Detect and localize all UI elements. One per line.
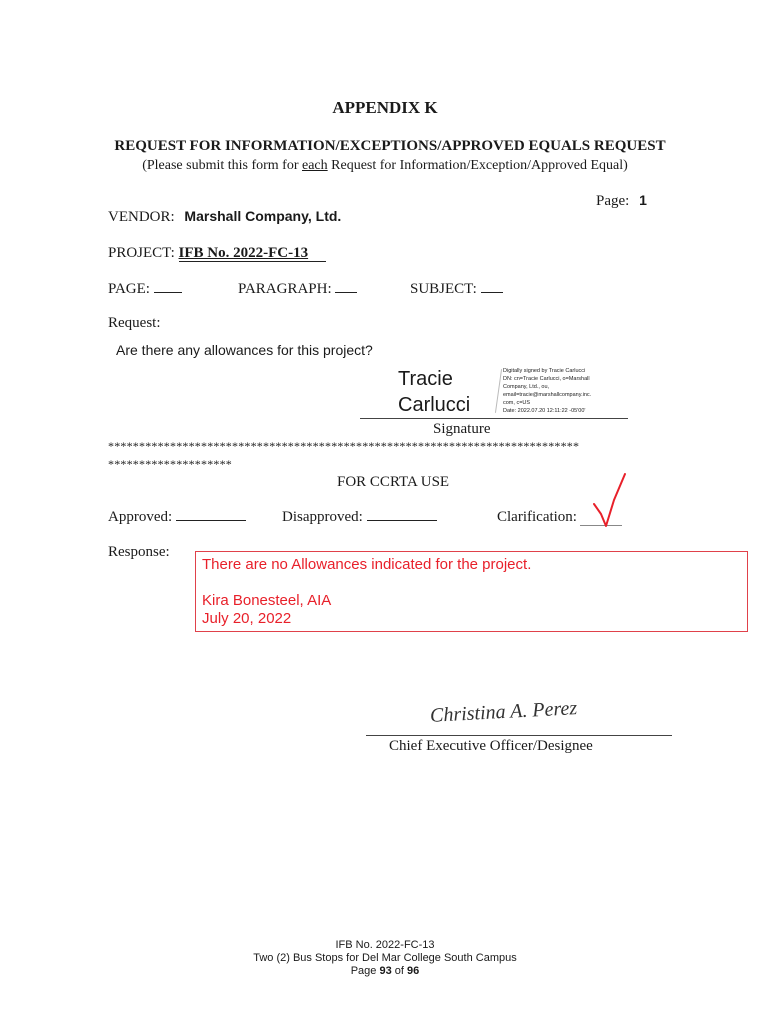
disapproved-field: [282, 509, 437, 526]
footer-page: [0, 965, 770, 977]
footer-page-num: 93: [379, 965, 392, 977]
footer-page-mid: of: [391, 965, 408, 977]
response-date: July 20, 2022: [202, 610, 292, 627]
approved-field: [108, 509, 246, 526]
signer-first-name: Tracie: [398, 368, 453, 390]
footer-page-prefix: Page: [350, 965, 380, 977]
clarification-label: Clarification:: [497, 509, 577, 525]
digital-line: DN: cn=Tracie Carlucci, o=Marshall: [503, 376, 590, 382]
instruction-emphasis: each: [302, 158, 328, 173]
approval-title: Chief Executive Officer/Designee: [389, 738, 593, 754]
digital-line: Company, Ltd., ou,: [503, 384, 550, 390]
form-subtitle: REQUEST FOR INFORMATION/EXCEPTIONS/APPROVED EQUALS REQUEST: [114, 138, 666, 154]
paragraph-field: [238, 281, 357, 298]
project-label: PROJECT:: [108, 245, 175, 261]
separator-stars-1: ****************************************************************************: [108, 439, 580, 453]
response-box: [195, 551, 748, 632]
project-value: IFB No. 2022-FC-13: [179, 245, 327, 262]
approved-blank: [176, 519, 246, 521]
page-field-label: PAGE:: [108, 281, 150, 297]
instruction-part-1: (Please submit this form for: [142, 158, 302, 173]
approved-label: Approved:: [108, 509, 173, 525]
request-text: Are there any allowances for this project?: [116, 342, 373, 358]
vendor-value: Marshall Company, Ltd.: [184, 208, 342, 224]
page-counter-value: 1: [639, 192, 647, 208]
instruction-part-2: Request for Information/Exception/Approved Equal): [327, 158, 628, 173]
subject-field-label: SUBJECT:: [410, 281, 477, 297]
signature-label: Signature: [433, 421, 491, 437]
response-text: There are no Allowances indicated for the project.: [202, 556, 532, 573]
response-author: Kira Bonesteel, AIA: [202, 592, 332, 609]
separator-stars-2: ********************: [108, 457, 232, 471]
footer-page-total: 96: [407, 965, 420, 977]
form-instruction: [0, 158, 770, 174]
disapproved-label: Disapproved:: [282, 509, 363, 525]
paragraph-field-blank: [335, 291, 357, 293]
appendix-title: APPENDIX K: [332, 98, 438, 117]
footer-project: Two (2) Bus Stops for Del Mar College South Campus: [253, 952, 517, 964]
signature-line: [360, 418, 628, 419]
digital-line: Digitally signed by Tracie Carlucci: [503, 368, 586, 374]
subject-field-blank: [481, 291, 503, 293]
digital-line: email=tracie@marshallcompany.inc.: [503, 392, 592, 398]
page-field-blank: [154, 291, 182, 293]
signer-name: [398, 366, 470, 418]
project-row: [108, 245, 326, 262]
digital-line: com, c=US: [503, 400, 531, 406]
page-counter: [596, 192, 647, 210]
request-label: Request:: [108, 315, 161, 331]
digital-signature-details: [503, 367, 591, 415]
digital-line: Date: 2022.07.20 12:11:22 -05'00': [503, 408, 586, 414]
ceo-signature: Christina A. Perez: [429, 697, 578, 727]
paragraph-field-label: PARAGRAPH:: [238, 281, 332, 297]
response-label: Response:: [108, 544, 170, 560]
signer-last-name: Carlucci: [398, 394, 471, 416]
footer-ifb: IFB No. 2022-FC-13: [335, 939, 435, 951]
vendor-label: VENDOR:: [108, 209, 175, 225]
vendor-row: [108, 208, 341, 226]
clarification-checkmark-icon: [592, 470, 632, 530]
subject-field: [410, 281, 503, 298]
disapproved-blank: [367, 519, 437, 521]
page-field: [108, 281, 182, 298]
signature-divider: [495, 369, 502, 413]
page-counter-label: Page:: [596, 193, 630, 209]
clarification-field: [497, 509, 577, 526]
ccrta-heading: FOR CCRTA USE: [337, 474, 450, 490]
approval-line: [366, 735, 672, 736]
